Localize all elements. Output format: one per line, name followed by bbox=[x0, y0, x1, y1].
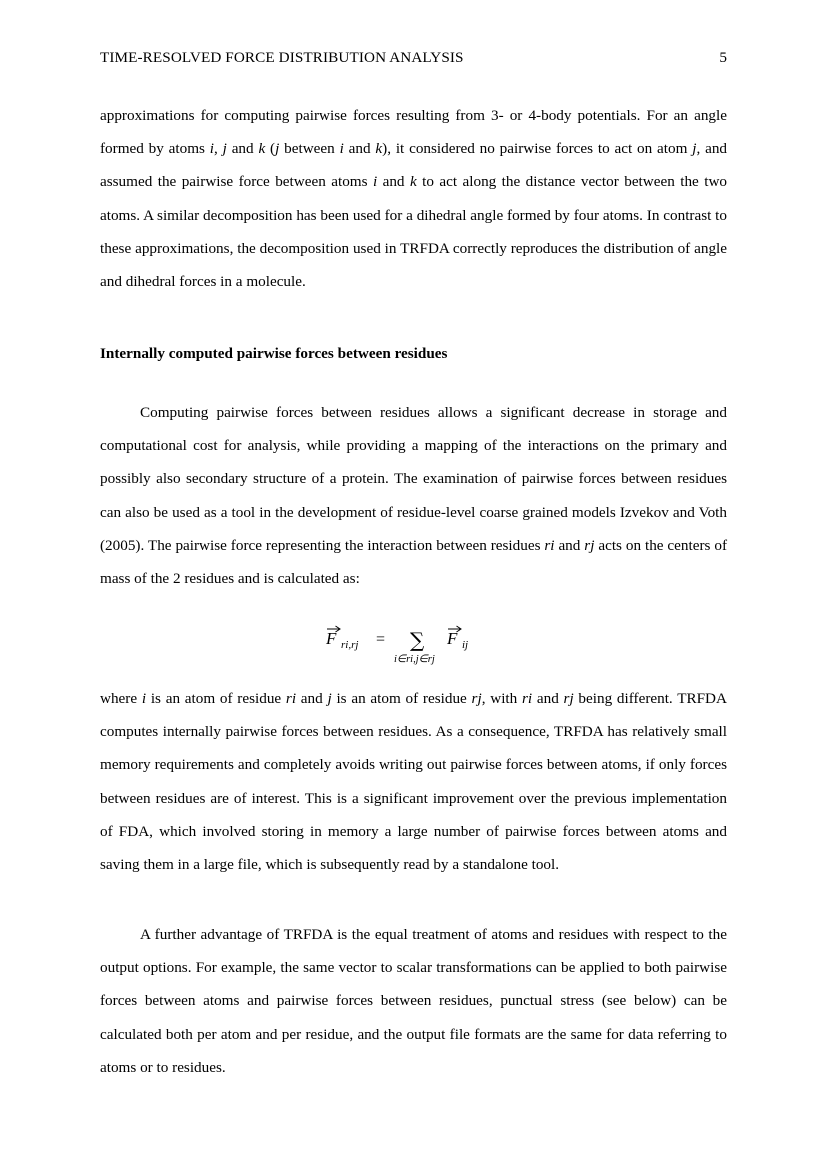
paragraph-output-options: A further advantage of TRFDA is the equal treatment of atoms and residues with respect to the output options. For example, the same vector to scalar transformations can be applied to both pairwise forces between atoms and pairwise forces between residues, punctual stress (see below) can be calculated both per atom and per residue, and the output file formats are the same for data referring to atoms or to residues. bbox=[100, 926, 727, 1076]
lhs-symbol: F bbox=[326, 629, 337, 648]
paragraph-internal-computation: where i is an atom of residue ri and j is an atom of residue rj, with ri and rj being different. TRFDA computes internally pairwise forces between residues. As a consequence, TRFDA has relatively small memory requirements and completely avoids writing out pairwise forces between atoms, if only forces between residues are of interest. This is a significant improvement over the previous implementation of FDA, which involved storing in memory a large number of pairwise forces between atoms and saving them in a large file, which is subsequently read by a standalone tool. bbox=[100, 690, 727, 874]
rhs-subscript: ij bbox=[462, 639, 469, 651]
document-page bbox=[100, 0, 727, 1170]
paragraph-decomposition: approximations for computing pairwise forces resulting from 3- or 4-body potentials. For an angle formed by atoms i, j and k (j between i and k), it considered no pairwise forces to act on atom j, and assumed the pairwise force between atoms i and k to act along the distance vector between the two atoms. A similar decomposition has been used for a dihedral angle formed by four atoms. In contrast to these approximations, the decomposition used in TRFDA correctly reproduces the distribution of angle and dihedral forces in a molecule. bbox=[100, 107, 728, 291]
equation-residue-force bbox=[100, 620, 727, 670]
rhs-symbol: F bbox=[447, 629, 458, 648]
section-heading: Internally computed pairwise forces between residues bbox=[100, 345, 448, 362]
summation-symbol: ∑ bbox=[410, 628, 425, 652]
equals-sign: = bbox=[376, 631, 386, 648]
summation-range: i∈ri,j∈rj bbox=[394, 654, 435, 665]
running-title: TIME-RESOLVED FORCE DISTRIBUTION ANALYSIS bbox=[100, 49, 464, 66]
page-number: 5 bbox=[719, 49, 727, 66]
lhs-subscript: ri,rj bbox=[341, 639, 359, 651]
running-header bbox=[100, 48, 727, 68]
equation-graphic bbox=[100, 620, 727, 670]
paragraph-residue-forces: Computing pairwise forces between residues allows a significant decrease in storage and computational cost for analysis, while providing a mapping of the interactions on the primary and possibly also secondary structure of a protein. The examination of pairwise forces between residues can also be used as a tool in the development of residue-level coarse grained models Izvekov and Voth (2005). The pairwise force representing the interaction between residues ri and rj acts on the centers of mass of the 2 residues and is calculated as: bbox=[100, 404, 728, 588]
